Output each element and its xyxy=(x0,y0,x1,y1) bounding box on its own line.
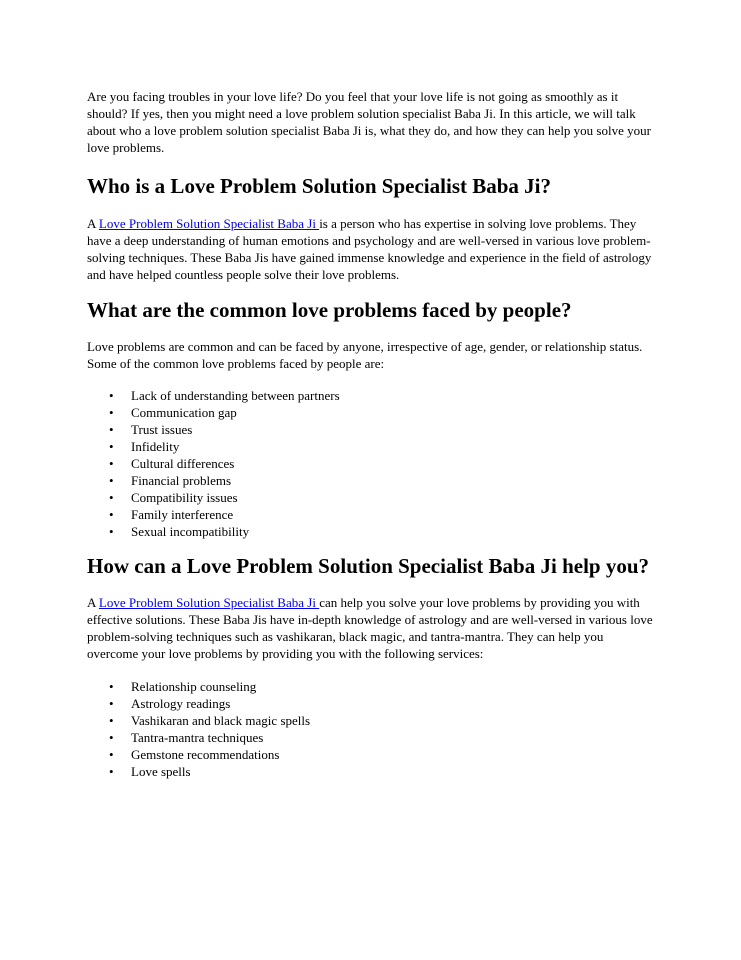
paragraph-prefix: A xyxy=(87,216,99,231)
bullet: • xyxy=(109,490,114,505)
bullet: • xyxy=(109,524,114,539)
bullet: • xyxy=(109,507,114,522)
list-item: • Lack of understanding between partners xyxy=(109,388,340,403)
list-item: • Tantra-mantra techniques xyxy=(109,730,264,745)
specialist-link-2[interactable]: Love Problem Solution Specialist Baba Ji xyxy=(98,595,320,610)
bullet: • xyxy=(109,422,114,437)
list-item: • Vashikaran and black magic spells xyxy=(109,713,311,728)
list-item: • Communication gap xyxy=(109,405,237,420)
list-item: • Cultural differences xyxy=(109,456,235,471)
list-item: • Financial problems xyxy=(109,473,232,488)
specialist-link-1[interactable]: Love Problem Solution Specialist Baba Ji xyxy=(98,216,320,231)
bullet: • xyxy=(109,730,114,745)
bullet: • xyxy=(109,456,114,471)
list-item: • Gemstone recommendations xyxy=(109,747,280,762)
list-item: • Love spells xyxy=(109,764,191,779)
bullet: • xyxy=(109,405,114,420)
bullet: • xyxy=(109,713,114,728)
paragraph-body: is a person who has expertise in solving love problems. They have a deep understanding of human emotions and psychology and are well-versed in various love problem-solving techniques. These Baba Jis have gained immense knowledge and experience in the field of astrology and have helped countless people solve their love problems. xyxy=(87,216,652,282)
paragraph-how-help xyxy=(87,594,653,662)
list-item: • Infidelity xyxy=(109,439,180,454)
list-item: • Relationship counseling xyxy=(109,679,257,694)
bullet: • xyxy=(109,764,114,779)
bullet: • xyxy=(109,439,114,454)
heading-common-problems: What are the common love problems faced by people? xyxy=(87,298,572,322)
paragraph-who-is xyxy=(87,215,653,283)
bullet: • xyxy=(109,696,114,711)
list-item: • Astrology readings xyxy=(109,696,231,711)
paragraph-common-problems: Love problems are common and can be faced by anyone, irrespective of age, gender, or relationship status. Some of the common love problems faced by people are: xyxy=(87,339,643,371)
list-item: • Family interference xyxy=(109,507,234,522)
heading-who-is: Who is a Love Problem Solution Specialist Baba Ji? xyxy=(87,174,551,198)
bullet: • xyxy=(109,679,114,694)
bullet: • xyxy=(109,388,114,403)
paragraph-body: can help you solve your love problems by providing you with effective solutions. These Baba Jis have in-depth knowledge of astrology and are well-versed in various love problem-solving techniques such as vashikaran, black magic, and tantra-mantra. They can help you overcome your love problems by providing you with the following services: xyxy=(87,595,653,661)
bullet: • xyxy=(109,473,114,488)
paragraph-prefix: A xyxy=(87,595,99,610)
bullet: • xyxy=(109,747,114,762)
list-item: • Sexual incompatibility xyxy=(109,524,250,539)
heading-how-help: How can a Love Problem Solution Specialist Baba Ji help you? xyxy=(87,554,650,578)
problems-list xyxy=(87,387,653,540)
services-list xyxy=(87,678,653,780)
intro-paragraph: Are you facing troubles in your love life? Do you feel that your love life is not going as smoothly as it should? If yes, then you might need a love problem solution specialist Baba Ji. In this article, we will talk about who a love problem solution specialist Baba Ji is, what they do, and how they can help you solve your love problems. xyxy=(87,89,651,155)
document-page xyxy=(87,88,653,780)
list-item: • Trust issues xyxy=(109,422,193,437)
list-item: • Compatibility issues xyxy=(109,490,238,505)
